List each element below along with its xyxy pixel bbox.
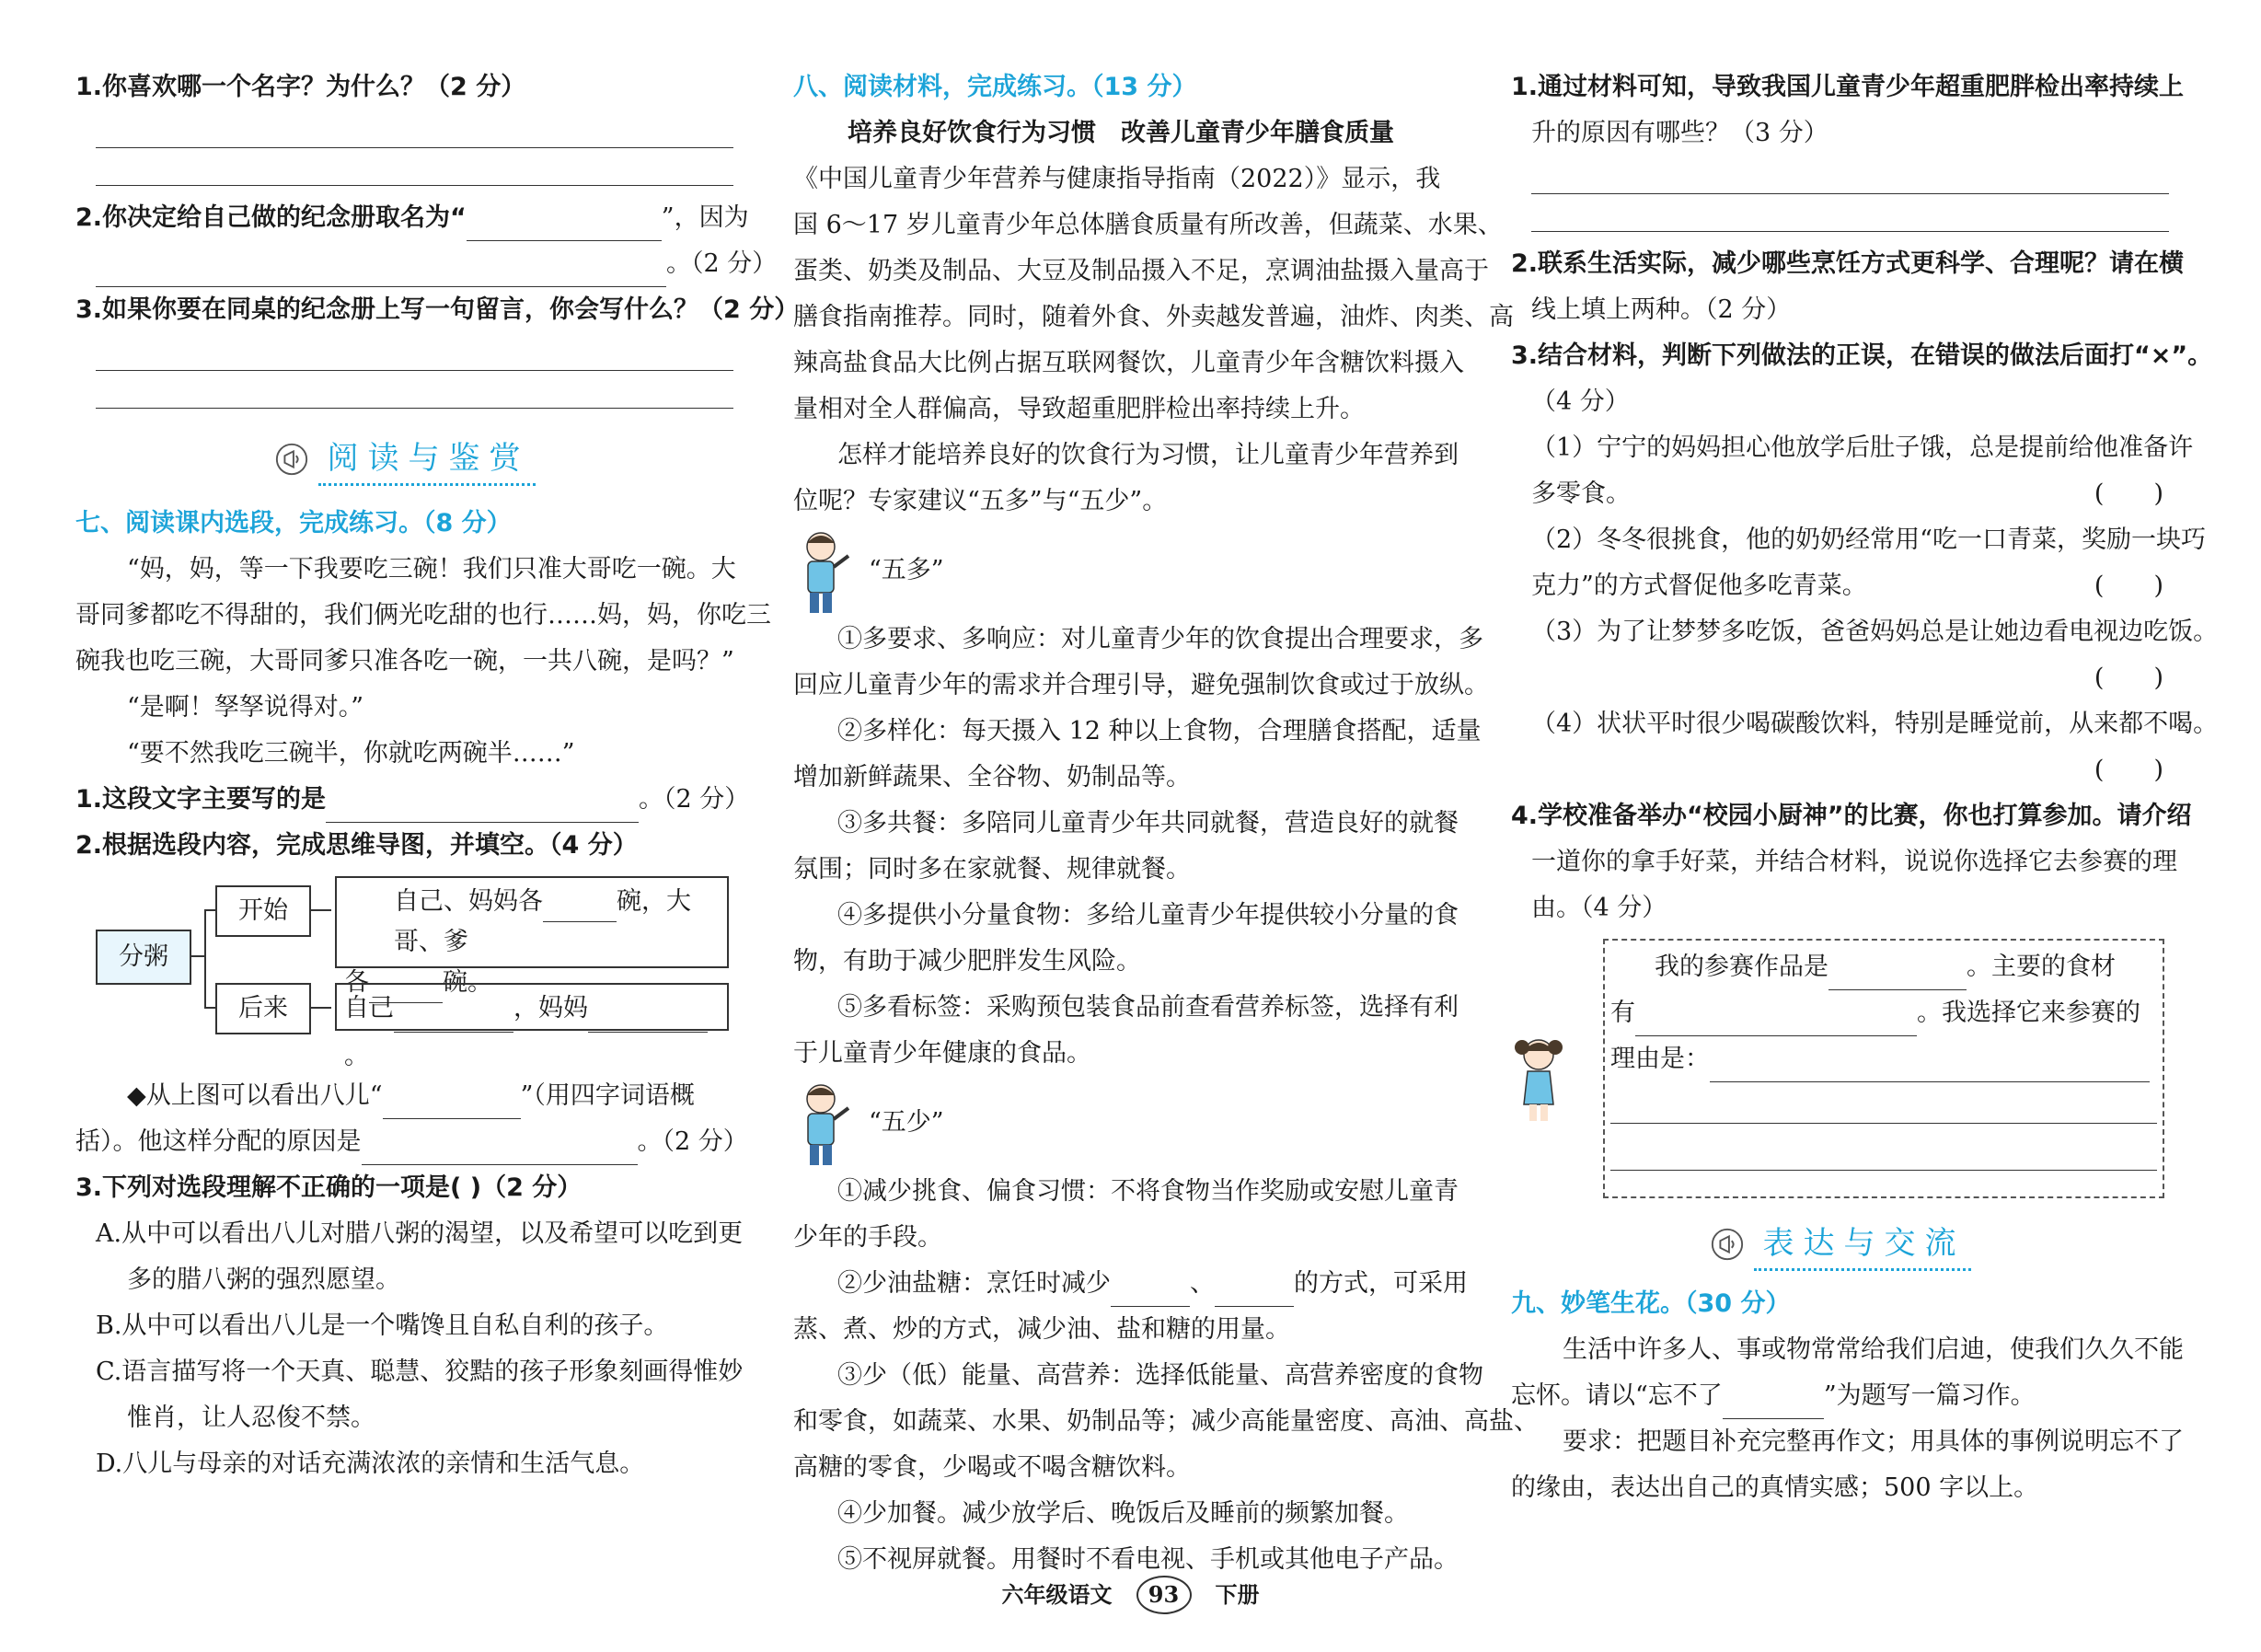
i2b-text: 克力”的方式督促他多吃青菜。 (1531, 572, 1867, 600)
name-blank[interactable] (467, 213, 662, 241)
mind-root: 分粥 (96, 930, 191, 985)
rule-item: ⑤不视屏就餐。用餐时不看电视、手机或其他电子产品。 (837, 1545, 1459, 1574)
page-number: 93 (1136, 1576, 1192, 1614)
c3-question-1: 1.通过材料可知，导致我国儿童青少年超重肥胖检出率持续上 (1511, 73, 2185, 101)
start-a: 自己、妈妈各 (394, 887, 543, 916)
sub-question-3: 3.下列对选段理解不正确的一项是( )（2 分） (75, 1173, 583, 1202)
connector (190, 955, 204, 957)
ingredients-blank[interactable] (1635, 1008, 1917, 1036)
passage-line: “妈，妈，等一下我要吃三碗！我们只准大哥吃一碗。大 (127, 555, 736, 583)
writing-requirement-cont: 的缘由，表达出自己的真情实感；500 字以上。 (1511, 1473, 2039, 1502)
rule-item-cont: 于儿童青少年健康的食品。 (793, 1039, 1091, 1068)
page-footer (0, 1576, 2261, 1614)
article-line: 膳食指南推荐。同时，随着外食、外卖越发普遍，油炸、肉类、高 (793, 303, 1514, 331)
rule-item: ①减少挑食、偏食习惯：不将食物当作奖励或安慰儿童青 (837, 1177, 1459, 1206)
dq-text-c: 括）。他这样分配的原因是 (75, 1127, 362, 1156)
wuduo-header (793, 525, 1448, 617)
rule-item-cont: 少年的手段。 (793, 1223, 942, 1252)
q2-text-c: 。（2 分） (666, 249, 778, 278)
c3-question-2-cont: 线上填上两种。（2 分） (1531, 295, 1792, 324)
rule-item: ④少加餐。减少放学后、晚饭后及睡前的频繁加餐。 (837, 1499, 1409, 1528)
arrow (309, 1007, 331, 1009)
dish-blank[interactable] (1828, 962, 1967, 990)
answer-line[interactable] (96, 157, 733, 186)
diamond-question-cont (75, 1119, 748, 1165)
rule-item-cont: 回应儿童青少年的需求并合理引导，避免强制饮食或过于放纵。 (793, 671, 1489, 699)
passage-line: 碗我也吃三碗，大哥同爹只准各吃一碗，一共八碗，是吗？” (75, 647, 734, 676)
answer-line[interactable] (1531, 203, 2169, 232)
dq-text-d: 。（2 分） (637, 1127, 748, 1156)
option-a-cont: 多的腊八粥的强烈愿望。 (127, 1265, 400, 1294)
wushao-header (793, 1077, 1448, 1169)
question-3: 3.如果你要在同桌的纪念册上写一句留言，你会写什么？（2 分） (75, 295, 800, 324)
footer-volume: 下册 (1215, 1582, 1260, 1608)
question-1: 1.你喜欢哪一个名字？为什么？（2 分） (75, 73, 526, 101)
sub-question-1 (75, 777, 750, 823)
c3-question-3-cont: （4 分） (1531, 387, 1630, 416)
n2-text-a: ②少油盐糖：烹饪时减少 (837, 1269, 1111, 1298)
later-c: 。 (344, 1042, 369, 1070)
box-text-b: 。主要的食材 (1967, 953, 2116, 981)
judge-paren[interactable]: ( ) (2094, 572, 2163, 600)
rule-item: ③少（低）能量、高营养：选择低能量、高营养密度的食物 (837, 1361, 1483, 1390)
middle-column (793, 64, 1539, 1583)
later-blank-1[interactable] (394, 1004, 513, 1033)
connector (204, 909, 215, 911)
arrow (309, 909, 331, 911)
reason-blank[interactable] (96, 259, 666, 287)
judge-paren[interactable]: ( ) (2094, 756, 2163, 784)
option-c[interactable]: C.语言描写将一个天真、聪慧、狡黠的孩子形象刻画得惟妙 (96, 1357, 744, 1386)
start-d: 碗。 (443, 968, 492, 997)
reason-blank[interactable] (1710, 1054, 2150, 1082)
box-text-e: 理由是： (1610, 1045, 1710, 1073)
mind-start: 开始 (215, 885, 311, 937)
entry-line-1 (1610, 944, 2157, 990)
rule-item-cont: 和零食，如蔬菜、水果、奶制品等；减少高能量密度、高油、高盐、 (793, 1407, 1539, 1436)
boy-illustration-icon (793, 528, 858, 617)
writing-prompt-cont (1511, 1373, 2169, 1419)
judge-item: （1）宁宁的妈妈担心他放学后肚子饿，总是提前给他准备许 (1531, 433, 2194, 462)
judge-item: （2）冬冬很挑食，他的奶奶经常用“吃一口青菜，奖励一块巧 (1531, 526, 2206, 554)
option-a[interactable]: A.从中可以看出八儿对腊八粥的渴望，以及希望可以吃到更 (96, 1219, 744, 1248)
left-column (75, 64, 800, 1487)
writing-prompt: 生活中许多人、事或物常常给我们启迪，使我们久久不能 (1563, 1335, 2184, 1364)
question-2-cont (75, 241, 778, 287)
rule-item-blanks (793, 1261, 1468, 1307)
footer-grade: 六年级语文 (1001, 1582, 1113, 1608)
c3-question-4: 4.学校准备举办“校园小厨神”的比赛，你也打算参加。请介绍 (1511, 802, 2192, 830)
judge-paren[interactable]: ( ) (2094, 479, 2163, 508)
section-title: 阅读与鉴赏 (318, 433, 536, 486)
judge-item-cont (1511, 655, 2169, 701)
right-column (1511, 64, 2219, 1511)
c3-question-4-cont: 一道你的拿手好菜，并结合材料，说说你选择它去参赛的理 (1531, 848, 2177, 876)
judge-paren[interactable]: ( ) (2094, 664, 2163, 692)
start-line-1 (344, 882, 727, 963)
w2-text-b: ”为题写一篇习作。 (1823, 1381, 2036, 1410)
part-9-heading: 九、妙笔生花。（30 分） (1511, 1289, 1791, 1318)
article-line: 《中国儿童青少年营养与健康指导指南（2022）》显示，我 (793, 165, 1441, 193)
article-line: 量相对全人群偏高，导致超重肥胖检出率持续上升。 (793, 395, 1365, 423)
entry-box-area (1511, 931, 2169, 1207)
judge-item: （3）为了让梦梦多吃饭，爸爸妈妈总是让她边看电视边吃饭。 (1531, 618, 2219, 646)
dq-blank-2[interactable] (362, 1137, 638, 1165)
title-blank[interactable] (1723, 1391, 1824, 1419)
judge-item-cont (1511, 471, 2169, 517)
question-2 (75, 195, 749, 241)
wushao-label: “五少” (869, 1108, 944, 1137)
cooking-blank-2[interactable] (1215, 1278, 1294, 1307)
later-a: 自己 (344, 994, 394, 1022)
dq-blank-1[interactable] (383, 1091, 521, 1119)
wuduo-label: “五多” (869, 556, 944, 584)
rule-item: ③多共餐：多陪同儿童青少年共同就餐，营造良好的就餐 (837, 809, 1459, 838)
c3-question-2: 2.联系生活实际，减少哪些烹饪方式更科学、合理呢？请在横 (1511, 249, 2185, 278)
start-b: 碗，大哥、爹 (394, 887, 691, 956)
connector (204, 1007, 215, 1009)
q2-text-b: ”，因为 (661, 203, 749, 232)
sq1-text: 1.这段文字主要写的是 (75, 785, 327, 814)
section-header-reading (75, 418, 733, 501)
later-b: ，妈妈 (513, 994, 588, 1022)
rule-item-cont: 高糖的零食，少喝或不喝含糖饮料。 (793, 1453, 1191, 1482)
part-7-heading: 七、阅读课内选段，完成练习。（8 分） (75, 509, 512, 537)
article-line: 国 6～17 岁儿童青少年总体膳食质量有所改善，但蔬菜、水果、 (793, 211, 1503, 239)
w2-text-a: 忘怀。请以“忘不了 (1511, 1381, 1723, 1410)
passage-line: “是啊！孥孥说得对。” (127, 693, 364, 722)
dq-text-a: ◆从上图可以看出八儿“ (127, 1081, 383, 1110)
rule-item: ④多提供小分量食物：多给儿童青少年提供较小分量的食 (837, 901, 1459, 930)
cooking-blank-1[interactable] (1111, 1278, 1190, 1307)
rule-item-cont: 氛围；同时多在家就餐、规律就餐。 (793, 855, 1191, 884)
boy-illustration-icon (793, 1080, 858, 1169)
rule-item: ⑤多看标签：采购预包装食品前查看营养标签，选择有利 (837, 993, 1459, 1022)
judge-item: （4）状状平时很少喝碳酸饮料，特别是睡觉前，从来都不喝。 (1531, 710, 2219, 738)
start-blank-1[interactable] (543, 899, 617, 922)
mind-later-detail (335, 983, 729, 1070)
rule-item: ②多样化：每天摄入 12 种以上食物，合理膳食搭配，适量 (837, 717, 1482, 745)
section-title: 表达与交流 (1754, 1218, 1971, 1271)
c3-question-3: 3.结合材料，判断下列做法的正误，在错误的做法后面打“×”。 (1511, 341, 2213, 370)
sub-question-2: 2.根据选段内容，完成思维导图，并填空。（4 分） (75, 831, 638, 860)
part-8-heading: 八、阅读材料，完成练习。（13 分） (793, 73, 1197, 101)
megaphone-icon (1710, 1227, 1745, 1262)
entry-line-2 (1610, 990, 2157, 1036)
n2-sep: 、 (1190, 1269, 1215, 1298)
writing-requirement: 要求：把题目补充完整再作文；用具体的事例说明忘不了 (1563, 1427, 2184, 1456)
answer-line[interactable] (1610, 1124, 2157, 1171)
mind-later: 后来 (215, 983, 311, 1034)
answer-line[interactable] (1531, 166, 2169, 194)
rule-item: ①多要求、多响应：对儿童青少年的饮食提出合理要求，多 (837, 625, 1483, 653)
entry-line-3 (1610, 1036, 2157, 1082)
box-text-d: 。我选择它来参赛的 (1917, 999, 2140, 1027)
mind-start-detail (335, 876, 729, 997)
box-text-a: 我的参赛作品是 (1655, 953, 1828, 981)
c3-question-4-cont: 由。（4 分） (1531, 894, 1667, 922)
megaphone-icon (274, 442, 309, 477)
sq1-score: 。（2 分） (639, 785, 750, 814)
section-header-expression (1511, 1207, 2169, 1281)
passage-line: 哥同爹都吃不得甜的，我们俩光吃甜的也行……妈，妈，你吃三 (75, 601, 771, 630)
answer-line[interactable] (96, 120, 733, 148)
article-title: 培养良好饮食行为习惯 改善儿童青少年膳食质量 (848, 119, 1394, 147)
option-b[interactable]: B.从中可以看出八儿是一个嘴馋且自私自利的孩子。 (96, 1311, 669, 1340)
entry-box (1603, 939, 2164, 1198)
answer-line[interactable] (96, 342, 733, 371)
option-c-cont: 惟肖，让人忍俊不禁。 (127, 1404, 375, 1432)
box-text-c: 有 (1610, 999, 1635, 1027)
passage-line: “要不然我吃三碗半，你就吃两碗半……” (127, 739, 575, 768)
article-line: 辣高盐食品大比例占据互联网餐饮，儿童青少年含糖饮料摄入 (793, 349, 1464, 377)
later-blank-2[interactable] (588, 1004, 708, 1033)
article-line: 怎样才能培养良好的饮食行为习惯，让儿童青少年营养到 (837, 441, 1459, 469)
article-line: 位呢？专家建议“五多”与“五少”。 (793, 487, 1168, 515)
judge-item-cont (1511, 563, 2169, 609)
option-d[interactable]: D.八儿与母亲的对话充满浓浓的亲情和生活气息。 (96, 1450, 645, 1478)
answer-line[interactable] (96, 380, 733, 409)
article-line: 蛋类、奶类及制品、大豆及制品摄入不足，烹调油盐摄入量高于 (793, 257, 1489, 285)
start-c: 各 (344, 968, 369, 997)
judge-item-cont (1511, 747, 2169, 793)
rule-item-cont: 蒸、煮、炒的方式，减少油、盐和糖的用量。 (793, 1315, 1290, 1344)
connector (204, 909, 206, 1007)
i1b-text: 多零食。 (1531, 479, 1631, 508)
rule-item-cont: 物，有助于减少肥胖发生风险。 (793, 947, 1141, 976)
n2-text-b: 的方式，可采用 (1294, 1269, 1468, 1298)
girl-illustration-icon (1511, 1033, 1566, 1125)
diamond-question (75, 1073, 733, 1119)
sq1-blank[interactable] (326, 794, 639, 823)
dq-text-b: ”（用四字词语概 (520, 1081, 695, 1110)
c3-question-1-cont: 升的原因有哪些？（3 分） (1531, 119, 1828, 147)
rule-item-cont: 增加新鲜蔬果、全谷物、奶制品等。 (793, 763, 1191, 791)
mind-map (75, 876, 733, 1069)
answer-line[interactable] (1610, 1082, 2157, 1124)
q2-text-a: 2.你决定给自己做的纪念册取名为“ (75, 203, 467, 232)
